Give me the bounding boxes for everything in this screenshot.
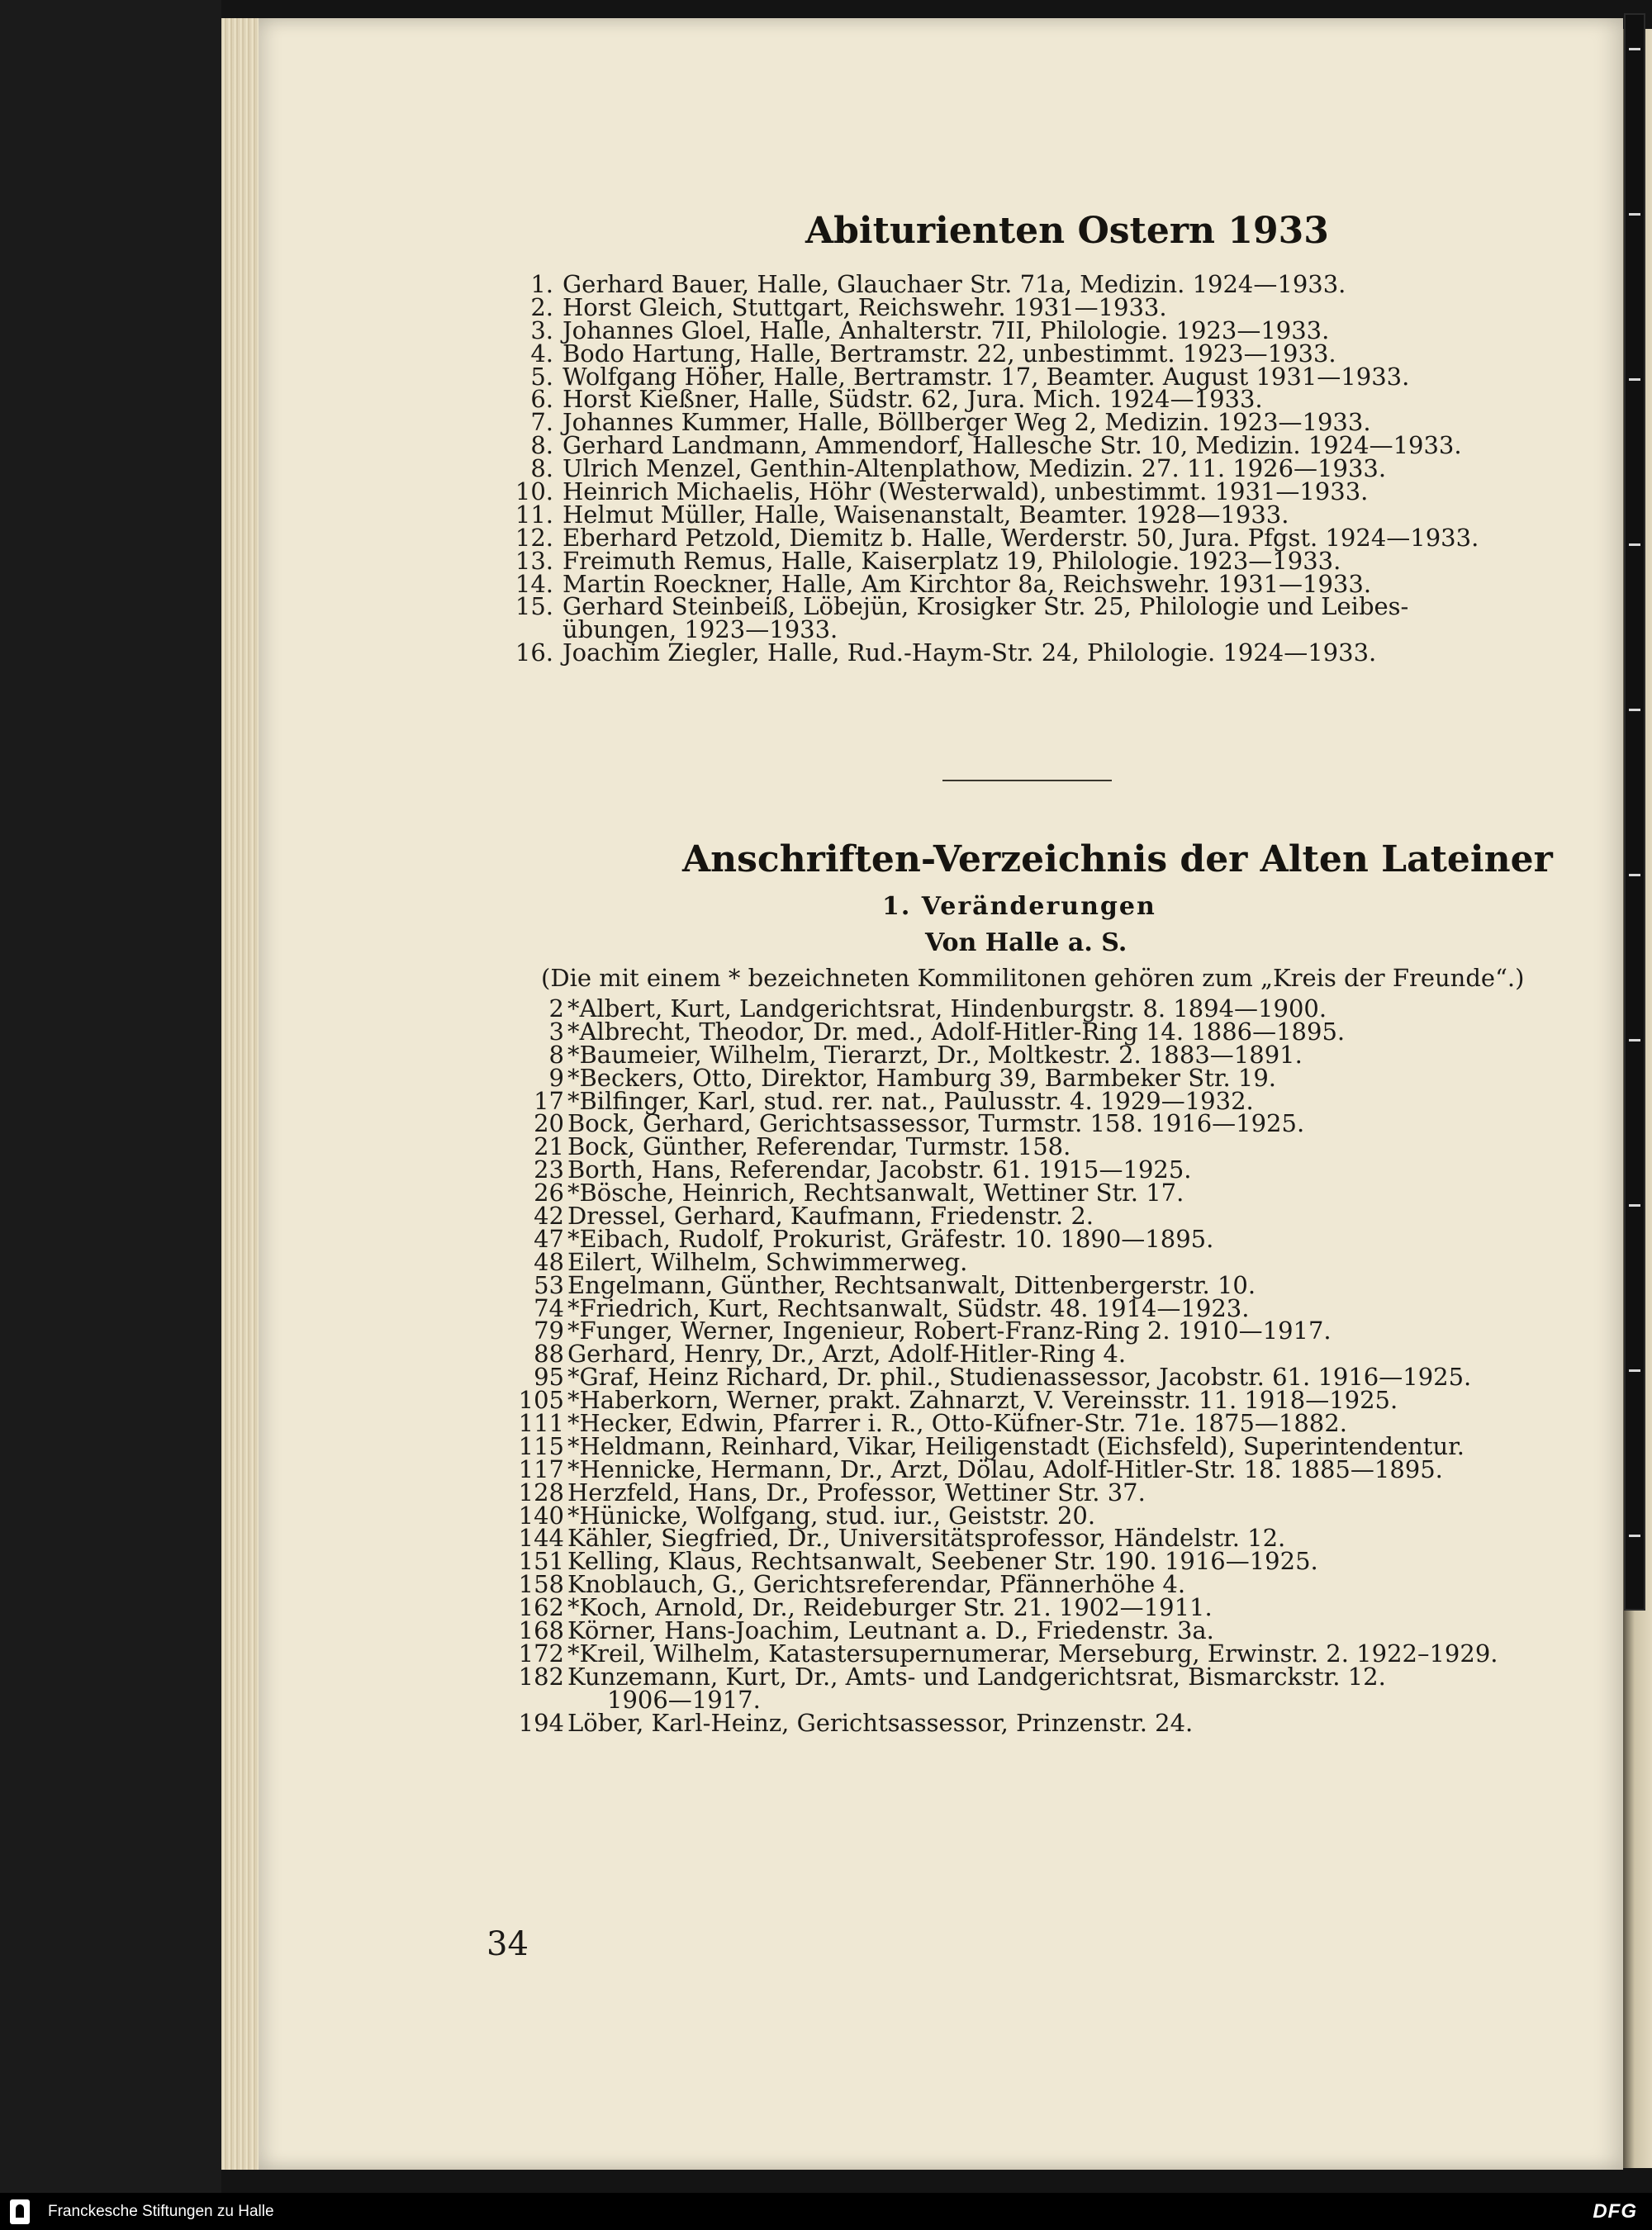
addr-entry-text: *Hünicke, Wolfgang, stud. iur., Geiststr. 20.: [567, 1501, 1096, 1530]
footer-institution: Franckesche Stiftungen zu Halle: [48, 2203, 274, 2220]
abi-entry-number: 6.: [530, 385, 553, 414]
addr-entry-number: 26: [534, 1179, 564, 1208]
abi-entry-text: Wolfgang Höher, Halle, Bertramstr. 17, Beamter. August 1931—1933.: [563, 362, 1410, 391]
abi-entry-number: 7.: [530, 408, 553, 437]
addr-entry-number: 48: [534, 1247, 564, 1276]
addr-entry-text: *Eibach, Rudolf, Prokurist, Gräfestr. 10. 1890—1895.: [567, 1224, 1214, 1253]
location-heading: Von Halle a. S.: [925, 928, 1127, 957]
abi-entry-number: 15.: [515, 592, 553, 621]
addr-entry-text: *Funger, Werner, Ingenieur, Robert-Franz-Ring 2. 1910—1917.: [567, 1317, 1332, 1345]
addr-entry-text: *Friedrich, Kurt, Rechtsanwalt, Südstr. 48. 1914—1923.: [567, 1293, 1250, 1322]
section-divider: [942, 780, 1112, 781]
addr-entry-number: 74: [534, 1293, 564, 1322]
addr-entry-number: 88: [534, 1340, 564, 1369]
abi-entry-number: 1.: [530, 270, 553, 298]
abi-entry-text: Bodo Hartung, Halle, Bertramstr. 22, unbestimmt. 1923—1933.: [563, 339, 1336, 368]
addr-entry-text: Gerhard, Henry, Dr., Arzt, Adolf-Hitler-Ring 4.: [567, 1340, 1127, 1369]
addr-entry-number: 158: [518, 1570, 564, 1599]
abi-entry-text: Martin Roeckner, Halle, Am Kirchtor 8a, Reichswehr. 1931—1933.: [563, 569, 1372, 598]
section-title-abiturienten: Abiturienten Ostern 1933: [805, 210, 1329, 252]
abi-entry-text: Horst Gleich, Stuttgart, Reichswehr. 1931—1933.: [563, 292, 1167, 321]
addr-entry-text: *Kreil, Wilhelm, Katastersupernumerar, Merseburg, Erwinstr. 2. 1922–1929.: [567, 1639, 1498, 1668]
addr-entry-text: Knoblauch, G., Gerichtsreferendar, Pfännerhöhe 4.: [567, 1570, 1186, 1599]
section-subtitle: 1. Veränderungen: [882, 892, 1156, 921]
abi-entry-number: 2.: [530, 292, 553, 321]
scan-background: [0, 0, 221, 2193]
addr-entry-text: *Hecker, Edwin, Pfarrer i. R., Otto-Küfner-Str. 71e. 1875—1882.: [567, 1409, 1347, 1438]
addr-entry-number: 162: [518, 1593, 564, 1622]
abi-entry-number: 8.: [530, 454, 553, 483]
addr-entry-number: 21: [534, 1132, 564, 1161]
abi-entry: [510, 592, 1576, 644]
addr-entry-text: *Albert, Kurt, Landgerichtsrat, Hindenburgstr. 8. 1894—1900.: [567, 994, 1327, 1022]
addr-entry-number: 20: [534, 1109, 564, 1138]
addr-entry-number: 111: [518, 1409, 564, 1438]
addr-entry-number: 105: [518, 1386, 564, 1415]
addr-entry-text: Dressel, Gerhard, Kaufmann, Friedenstr. 2.: [567, 1202, 1094, 1231]
addr-entry-text: Kunzemann, Kurt, Dr., Amts- und Landgerichtsrat, Bismarckstr. 12.: [567, 1662, 1386, 1691]
addr-entry-number: 8: [548, 1040, 564, 1069]
abi-entry-number: 3.: [530, 316, 553, 344]
addr-entry-number: 53: [534, 1270, 564, 1299]
addr-entry-text: *Koch, Arnold, Dr., Reideburger Str. 21. 1902—1911.: [567, 1593, 1213, 1622]
footer-bar: [0, 2193, 1652, 2230]
addr-entry-text: Herzfeld, Hans, Dr., Professor, Wettiner Str. 37.: [567, 1478, 1146, 1506]
abi-entry-text: Gerhard Landmann, Ammendorf, Hallesche Str. 10, Medizin. 1924—1933.: [563, 431, 1462, 460]
addr-entry-number: 79: [534, 1317, 564, 1345]
francke-logo-icon: [10, 2199, 30, 2224]
abi-entry-number: 5.: [530, 362, 553, 391]
addr-entry-continuation: 1906—1917.: [607, 1685, 761, 1714]
addr-entry-number: 168: [518, 1616, 564, 1645]
addr-entry-text: *Beckers, Otto, Direktor, Hamburg 39, Barmbeker Str. 19.: [567, 1063, 1277, 1092]
addr-entry-number: 95: [534, 1363, 564, 1392]
addr-entry-text: Engelmann, Günther, Rechtsanwalt, Dittenbergerstr. 10.: [567, 1270, 1256, 1299]
abi-entry-text: Horst Kießner, Halle, Südstr. 62, Jura. Mich. 1924—1933.: [563, 385, 1263, 414]
abi-entry-number: 13.: [515, 546, 553, 575]
membership-note: (Die mit einem * bezeichneten Kommilitonen gehören zum „Kreis der Freunde“.): [541, 964, 1525, 992]
addr-entry-number: 117: [518, 1454, 564, 1483]
abi-entry-text: Eberhard Petzold, Diemitz b. Halle, Werderstr. 50, Jura. Pfgst. 1924—1933.: [563, 523, 1479, 552]
addr-entry-number: 151: [518, 1547, 564, 1576]
abi-entry-number: 11.: [515, 500, 553, 529]
abi-entry-number: 8.: [530, 431, 553, 460]
abi-entry-text: Johannes Kummer, Halle, Böllberger Weg 2, Medizin. 1923—1933.: [563, 408, 1371, 437]
addr-entry-text: Bock, Günther, Referendar, Turmstr. 158.: [567, 1132, 1071, 1161]
addr-entry-text: Kelling, Klaus, Rechtsanwalt, Seebener Str. 190. 1916—1925.: [567, 1547, 1318, 1576]
addr-entry-number: 128: [518, 1478, 564, 1506]
addr-entry-number: 140: [518, 1501, 564, 1530]
addr-entry-text: *Albrecht, Theodor, Dr. med., Adolf-Hitler-Ring 14. 1886—1895.: [567, 1017, 1346, 1046]
addr-entry-text: Eilert, Wilhelm, Schwimmerweg.: [567, 1247, 968, 1276]
addr-entry-number: 182: [518, 1662, 564, 1691]
abi-entry-number: 4.: [530, 339, 553, 368]
abi-entry-number: 10.: [515, 477, 553, 506]
abi-entry-text: Heinrich Michaelis, Höhr (Westerwald), unbestimmt. 1931—1933.: [563, 477, 1369, 506]
addr-entry: [512, 1708, 1586, 1737]
abi-entry-text: Freimuth Remus, Halle, Kaiserplatz 19, Philologie. 1923—1933.: [563, 546, 1341, 575]
addr-entry-number: 172: [518, 1639, 564, 1668]
addr-entry-text: *Graf, Heinz Richard, Dr. phil., Studienassessor, Jacobstr. 61. 1916—1925.: [567, 1363, 1472, 1392]
abi-entry-number: 12.: [515, 523, 553, 552]
addr-entry-text: Borth, Hans, Referendar, Jacobstr. 61. 1915—1925.: [567, 1155, 1192, 1184]
addr-entry-text: *Baumeier, Wilhelm, Tierarzt, Dr., Moltkestr. 2. 1883—1891.: [567, 1040, 1303, 1069]
abi-entry-text: Johannes Gloel, Halle, Anhalterstr. 7II, Philologie. 1923—1933.: [563, 316, 1330, 344]
addr-entry-text: Körner, Hans-Joachim, Leutnant a. D., Friedenstr. 3a.: [567, 1616, 1214, 1645]
abi-entry-text: Gerhard Bauer, Halle, Glauchaer Str. 71a, Medizin. 1924—1933.: [563, 270, 1346, 298]
addr-entry: [512, 1662, 1586, 1714]
addr-entry-number: 17: [534, 1086, 564, 1115]
addr-entry-text: Bock, Gerhard, Gerichtsassessor, Turmstr. 158. 1916—1925.: [567, 1109, 1305, 1138]
addr-entry-number: 23: [534, 1155, 564, 1184]
abi-entry: [510, 638, 1576, 667]
abi-entry-text: Gerhard Steinbeiß, Löbejün, Krosigker Str. 25, Philologie und Leibes-: [563, 592, 1409, 621]
abi-entry-text: Ulrich Menzel, Genthin-Altenplathow, Medizin. 27. 11. 1926—1933.: [563, 454, 1387, 483]
addr-entry-text: Löber, Karl-Heinz, Gerichtsassessor, Prinzenstr. 24.: [567, 1708, 1194, 1737]
abiturienten-list: [510, 270, 1576, 667]
addr-entry-text: *Bösche, Heinrich, Rechtsanwalt, Wettiner Str. 17.: [567, 1179, 1184, 1208]
addr-entry-text: *Heldmann, Reinhard, Vikar, Heiligenstadt (Eichsfeld), Superintendentur.: [567, 1431, 1465, 1460]
abi-entry-text: Joachim Ziegler, Halle, Rud.-Haym-Str. 24, Philologie. 1924—1933.: [563, 638, 1377, 667]
addr-entry-number: 144: [518, 1524, 564, 1553]
addr-entry-number: 194: [518, 1708, 564, 1737]
addr-entry-number: 3: [548, 1017, 564, 1046]
addr-entry-number: 47: [534, 1224, 564, 1253]
addr-entry-text: Kähler, Siegfried, Dr., Universitätsprofessor, Händelstr. 12.: [567, 1524, 1286, 1553]
abi-entry-number: 14.: [515, 569, 553, 598]
addr-entry-number: 115: [518, 1431, 564, 1460]
abi-entry-continuation: übungen, 1923—1933.: [563, 615, 838, 644]
section-title-anschriften: Anschriften-Verzeichnis der Alten Lateiner: [682, 838, 1553, 880]
abi-entry-text: Helmut Müller, Halle, Waisenanstalt, Beamter. 1928—1933.: [563, 500, 1289, 529]
color-scale-bar: [1624, 13, 1645, 1611]
page-stack-edge: [221, 18, 259, 2170]
abi-entry-number: 16.: [515, 638, 553, 667]
addr-entry-text: *Bilfinger, Karl, stud. rer. nat., Paulusstr. 4. 1929—1932.: [567, 1086, 1254, 1115]
addr-entry-number: 42: [534, 1202, 564, 1231]
addr-entry-text: *Haberkorn, Werner, prakt. Zahnarzt, V. Vereinsstr. 11. 1918—1925.: [567, 1386, 1398, 1415]
addr-entry-number: 9: [548, 1063, 564, 1092]
addr-entry-number: 2: [548, 994, 564, 1022]
dfg-logo: DFG: [1593, 2200, 1637, 2223]
page-number: 34: [487, 1925, 529, 1963]
address-list: [512, 994, 1586, 1737]
addr-entry-text: *Hennicke, Hermann, Dr., Arzt, Dölau, Adolf-Hitler-Str. 18. 1885—1895.: [567, 1454, 1443, 1483]
